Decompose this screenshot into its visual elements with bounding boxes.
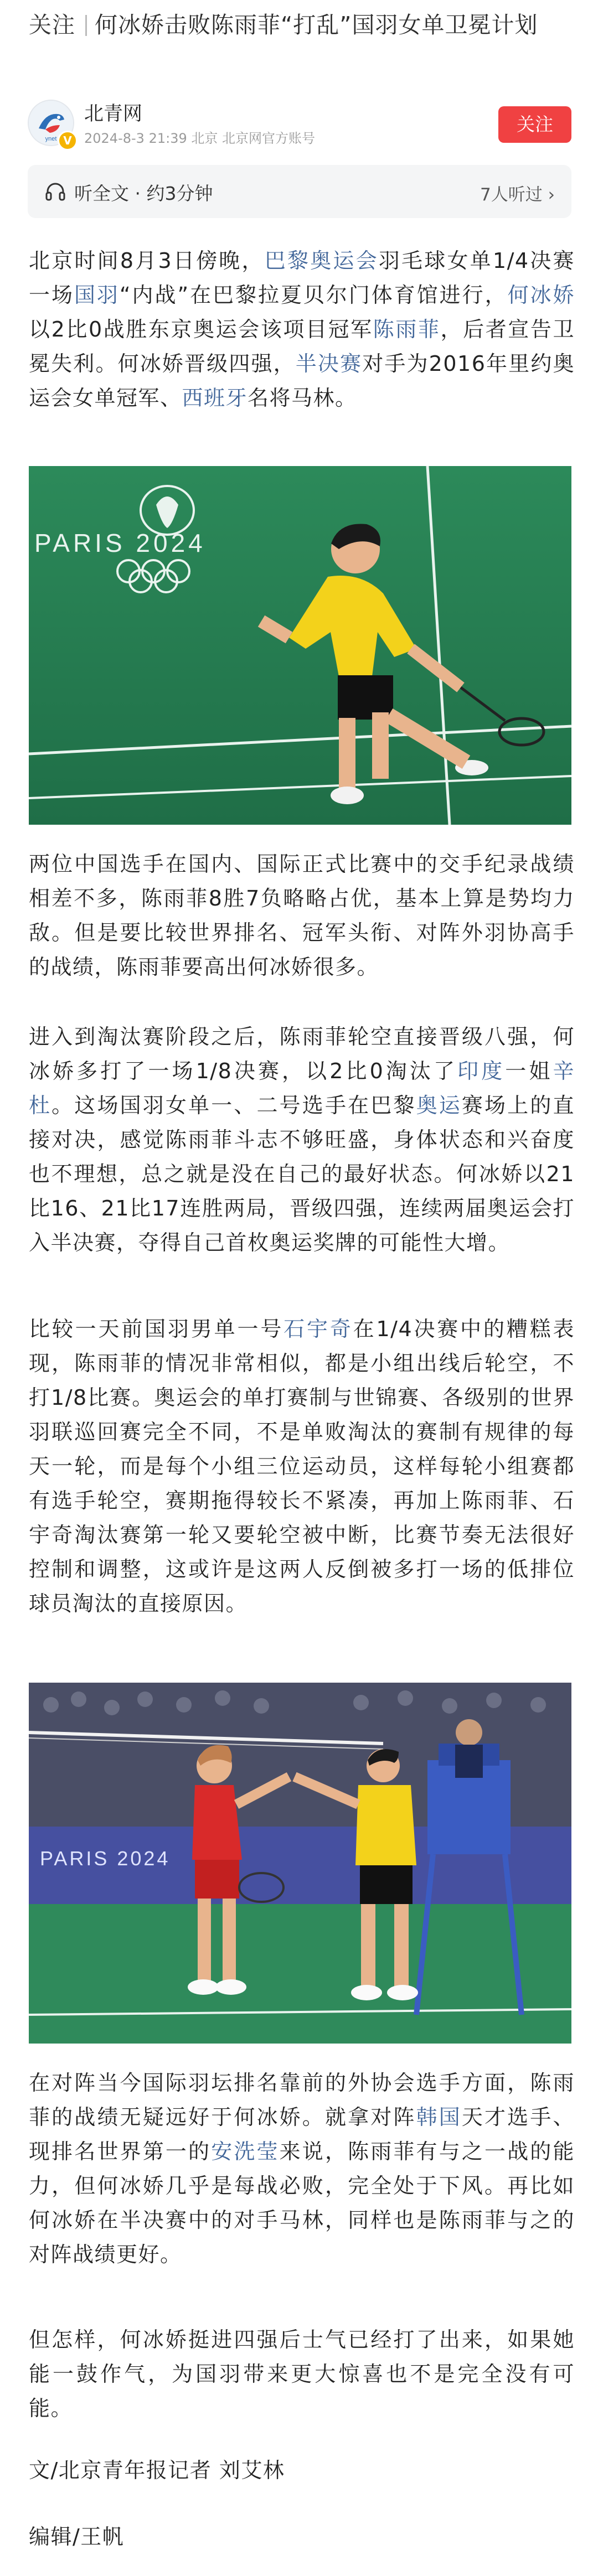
paragraph-1 (29, 244, 575, 415)
top-bar (0, 0, 598, 83)
p5-text-2: 天才选手、现排名世界第一的 (29, 2105, 575, 2164)
listen-bar[interactable] (28, 165, 571, 218)
paragraph-4 (29, 1312, 575, 1621)
link-an-seyoung[interactable]: 安洗莹 (211, 2139, 280, 2164)
article-photo-2[interactable] (29, 1683, 571, 2044)
link-olympics[interactable]: 奥运 (416, 1093, 462, 1118)
author-row (0, 95, 598, 156)
players-handshake-image (29, 1683, 571, 2044)
p1-text-1: 北京时间8月3日傍晚， (29, 249, 265, 273)
article-title (29, 8, 577, 42)
follow-tag[interactable]: 关注 (29, 12, 75, 38)
p1-text-4: 以2比0战胜东京奥运会该项目冠军 (29, 317, 373, 342)
link-paris-olympics[interactable]: 巴黎奥运会 (264, 249, 379, 273)
author-meta: 2024-8-3 21:39 北京 北京网官方账号 (84, 131, 315, 146)
verified-badge-icon: V (58, 131, 78, 151)
link-he-bingjiao[interactable]: 何冰娇 (507, 283, 575, 307)
link-sindhu[interactable]: 辛杜 (29, 1059, 575, 1118)
p3-text-1: 进入到淘汰赛阶段之后，陈雨菲轮空直接晋级八强，何冰娇多打了一场1/8决赛，以2比0淘汰了 (29, 1025, 575, 1083)
p1-text-2: 羽毛球女单1/4决赛一场 (29, 249, 575, 307)
follow-button[interactable]: 关注 (498, 106, 571, 143)
headphones-icon (44, 180, 66, 203)
paragraph-2: 两位中国选手在国内、国际正式比赛中的交手纪录战绩相差不多，陈雨菲8胜7负略略占优，基本上算是势均力敌。但是要比较世界排名、冠军头衔、对阵外羽协高手的战绩，陈雨菲要高出何冰娇很多。 (29, 852, 575, 979)
svg-text:ynet: ynet (45, 136, 57, 142)
paragraph-3 (29, 1020, 575, 1260)
link-india[interactable]: 印度 (457, 1059, 506, 1083)
link-guoyu[interactable]: 国羽 (74, 283, 120, 307)
listen-count (480, 180, 555, 205)
title-text: 何冰娇击败陈雨菲“打乱”国羽女单卫冕计划 (95, 12, 538, 38)
listen-count-text: 7人听过 (480, 185, 543, 205)
p1-text-5: ，后者宣告卫冕失利。何冰娇晋级四强， (29, 317, 575, 376)
p3-text-4: 赛场上的直接对决，感觉陈雨菲斗志不够旺盛，身体状态和兴奋度也不理想，总之就是没在自己的最好状态。何冰娇以21比16、21比17连胜两局，晋级四强，连续两届奥运会打入半决赛，夺得自己首枚奥运奖牌的可能性大增。 (29, 1093, 575, 1255)
p1-text-7: 名将马林。 (248, 386, 357, 410)
p3-text-2: 一姐 (505, 1059, 553, 1083)
p5-text-3: 来说，陈雨菲有与之一战的能力，但何冰娇几乎是每战必败，完全处于下风。再比如何冰娇在半决赛中的对手马林，同样也是陈雨菲与之的对阵战绩更好。 (29, 2139, 575, 2267)
p4-text-2: 在1/4决赛中的糟糕表现，陈雨菲的情况非常相似，都是小组出线后轮空，不打1/8比赛。奥运会的单打赛制与世锦赛、各级别的世界羽联巡回赛完全不同，不是单败淘汰的赛制有规律的每天一轮，而是每个小组三位运动员，这样每轮小组赛都有选手轮空，赛期拖得较长不紧凑，再加上陈雨菲、石宇奇淘汰赛第一轮又要轮空被中断，比赛节奏无法很好控制和调整，这或许是这两人反倒被多打一场的低排位球员淘汰的直接原因。 (29, 1317, 575, 1616)
paragraph-6: 但怎样，何冰娇挺进四强后士气已经打了出来，如果她能一鼓作气，为国羽带来更大惊喜也不是完全没有可能。 (29, 2327, 575, 2420)
title-divider (85, 15, 87, 36)
article-photo-1[interactable] (29, 466, 571, 825)
link-chen-yufei[interactable]: 陈雨菲 (373, 317, 441, 342)
paris-banner-text-2: PARIS 2024 (40, 1847, 171, 1870)
p1-text-6: 对手为2016年里约奥运会女单冠军、 (29, 351, 575, 410)
paris-banner-text-1: PARIS 2024 (34, 529, 206, 557)
badminton-player-celebrating-image (29, 466, 571, 825)
byline: 文/北京青年报记者 刘艾林 (29, 2458, 285, 2482)
link-semifinal[interactable]: 半决赛 (295, 351, 363, 376)
author-name[interactable]: 北青网 (84, 103, 143, 125)
p1-text-3: “内战”在巴黎拉夏贝尔门体育馆进行， (119, 283, 508, 307)
link-korea[interactable]: 韩国 (416, 2105, 462, 2129)
editor-credit: 编辑/王帆 (29, 2525, 125, 2549)
paragraph-5 (29, 2066, 575, 2272)
listen-label: 听全文 · 约3分钟 (74, 183, 213, 204)
link-spain[interactable]: 西班牙 (182, 386, 248, 410)
p5-text-1: 在对阵当今国际羽坛排名靠前的外协会选手方面，陈雨菲的战绩无疑远好于何冰娇。就拿对阵 (29, 2071, 575, 2129)
link-shi-yuqi[interactable]: 石宇奇 (283, 1317, 353, 1341)
p4-text-1: 比较一天前国羽男单一号 (29, 1317, 284, 1341)
chevron-right-icon: › (548, 185, 555, 205)
p3-text-3: 。这场国羽女单一、二号选手在巴黎 (51, 1093, 416, 1118)
